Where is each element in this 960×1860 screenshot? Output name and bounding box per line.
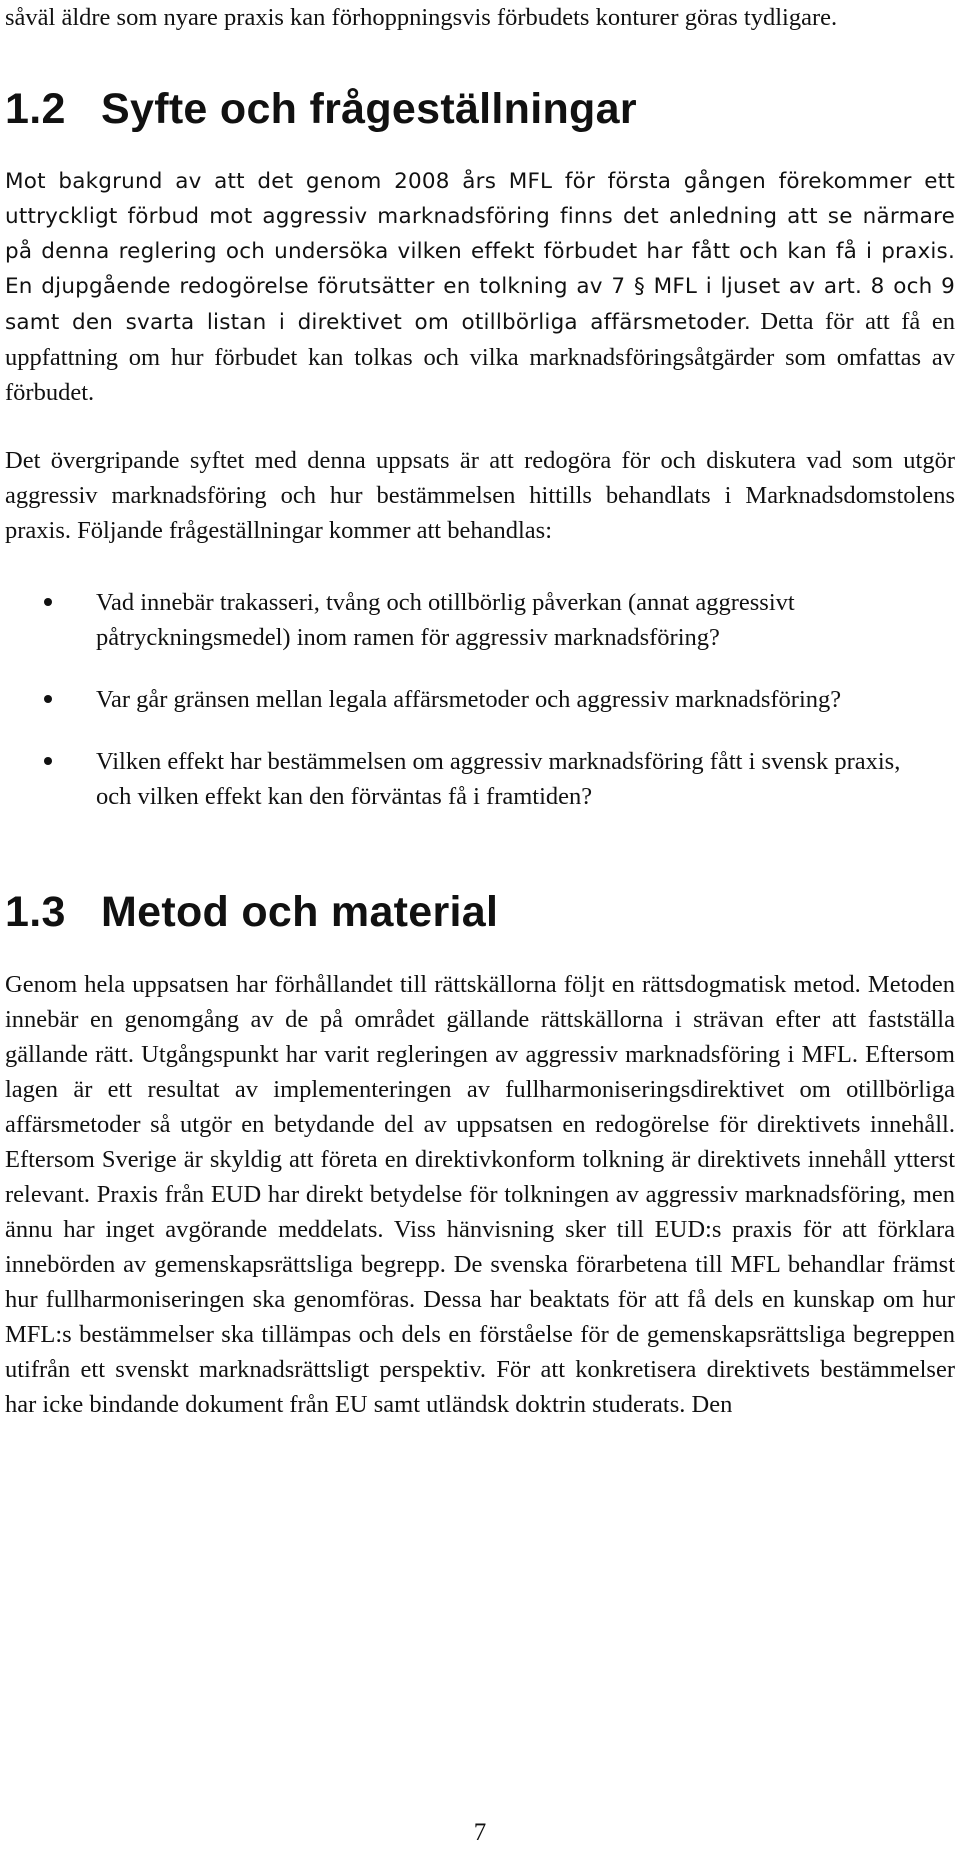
- purpose-paragraph-1-serif: Detta för att få en uppfattning om hur förbudet kan tolkas och vilka marknadsföringsåtgärder som omfattas av förbudet.: [5, 308, 955, 406]
- bullet-dot: [44, 757, 52, 765]
- section-heading-1-2: [5, 84, 637, 134]
- question-text: Var går gränsen mellan legala affärsmetoder och aggressiv marknadsföring?: [96, 686, 842, 713]
- purpose-paragraph-1-sans: Mot bakgrund av att det genom 2008 års MFL för första gången förekommer ett uttryckligt förbud mot aggressiv marknadsföring finns det anledning att se närmare på denna reglering och undersöka vilken effekt förbudet har fått och kan få i praxis. En djupgående redogörelse förutsätter en tolkning av 7 § MFL i ljuset av art. 8 och 9 samt den svarta listan i direktivet om otillbörliga affärsmetoder.: [5, 169, 955, 335]
- purpose-paragraph-2: Det övergripande syftet med denna uppsats är att redogöra för och diskutera vad som utgör aggressiv marknadsföring och hur bestämmelsen hittills behandlats i Marknadsdomstolens praxis. Följande frågeställningar kommer att behandlas:: [5, 447, 955, 544]
- section-title: Metod och material: [101, 888, 499, 936]
- page-number: 7: [473, 1819, 487, 1846]
- section-title: Syfte och frågeställningar: [101, 85, 637, 133]
- purpose-paragraph-1: [5, 164, 955, 410]
- method-paragraph: Genom hela uppsatsen har förhållandet till rättskällorna följt en rättsdogmatisk metod. Metoden innebär en genomgång av de på området gällande rättskällorna i strävan efter att fastställa gällande rätt. Utgångspunkt har varit regleringen av aggressiv marknadsföring i MFL. Eftersom lagen är ett resultat av implementeringen av fullharmoniseringsdirektivet om otillbörliga affärsmetoder så utgör en betydande del av uppsatsen en redogörelse för direktivets innehåll. Eftersom Sverige är skyldig att företa en direktivkonform tolkning är direktivets innehåll ytterst relevant. Praxis från EUD har direkt betydelse för tolkningen av aggressiv marknadsföring, men ännu har inget avgörande meddelats. Viss hänvisning sker till EUD:s praxis för att förklara innebörden av gemenskapsrättsliga begrepp. De svenska förarbetena till MFL behandlar främst hur fullharmoniseringen ska genomföras. Dessa har beaktats för att få dels en kunskap om hur MFL:s bestämmelser ska tillämpas och dels en förståelse för de gemenskapsrättsliga begreppen utifrån ett svenskt marknadsrättsligt perspektiv. För att konkretisera direktivets bestämmelser har icke bindande dokument från EU samt utländsk doktrin studerats. Den: [5, 971, 955, 1418]
- bullet-dot: [44, 598, 52, 606]
- question-text: Vad innebär trakasseri, tvång och otillbörlig påverkan (annat aggressivt påtryckningsmedel) inom ramen för aggressiv marknadsföring?: [96, 589, 795, 651]
- section-number: 1.2: [5, 85, 66, 133]
- bullet-dot: [44, 695, 52, 703]
- list-item: [0, 682, 960, 717]
- list-item: [0, 744, 960, 814]
- section-heading-1-3: [5, 887, 498, 937]
- section-number: 1.3: [5, 888, 66, 936]
- intro-paragraph: såväl äldre som nyare praxis kan förhoppningsvis förbudets konturer göras tydligare.: [5, 4, 838, 31]
- question-text: Vilken effekt har bestämmelsen om aggressiv marknadsföring fått i svensk praxis, och vilken effekt kan den förväntas få i framtiden?: [96, 748, 901, 810]
- list-item: [0, 585, 960, 655]
- question-list: [0, 585, 960, 814]
